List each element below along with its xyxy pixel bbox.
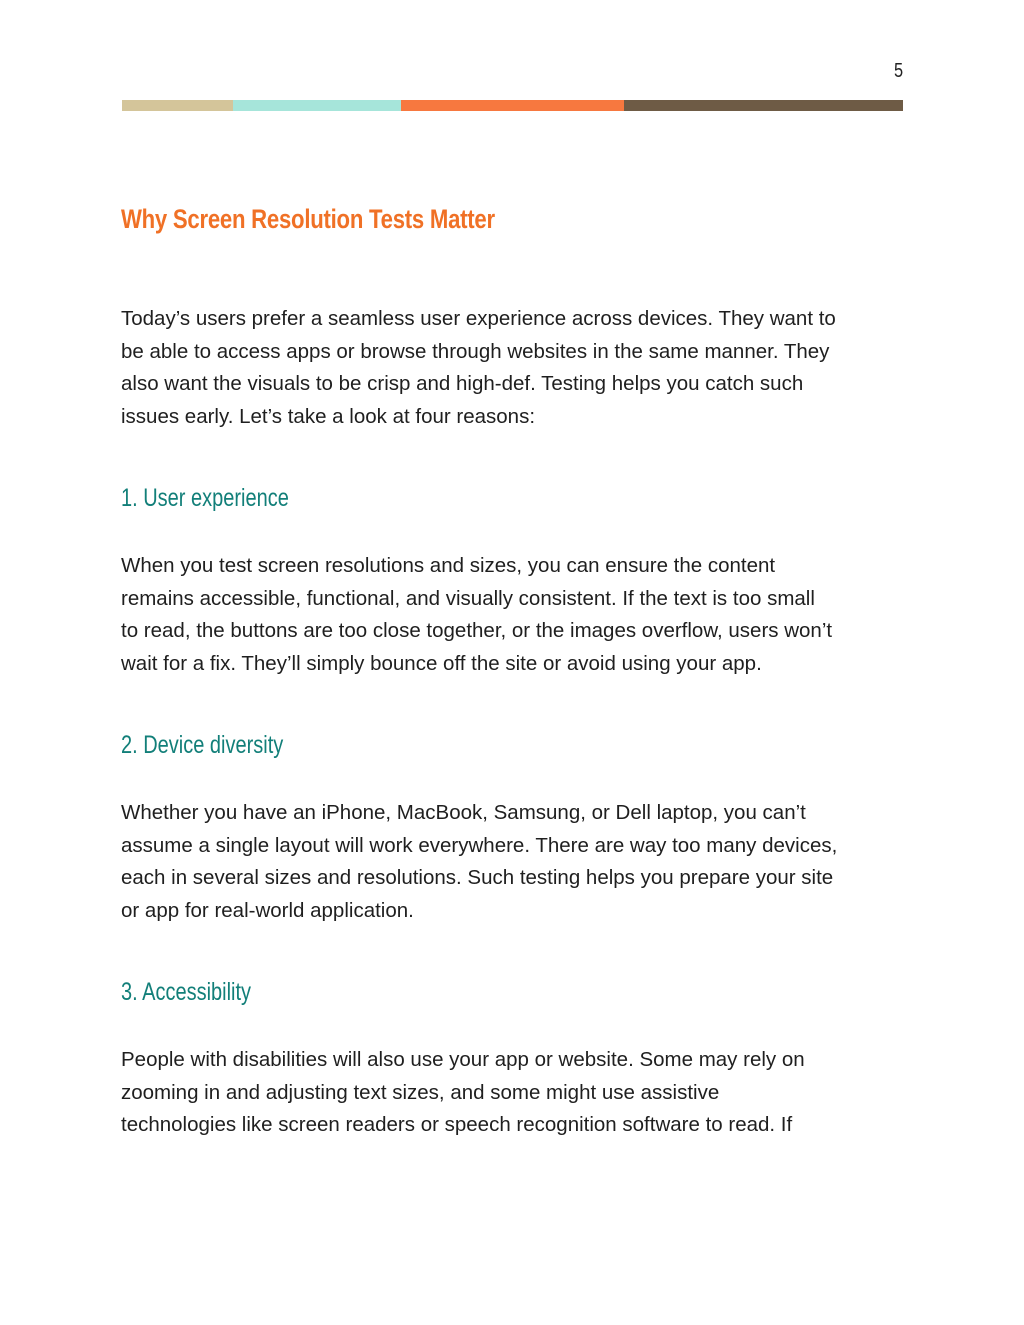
color-bar-segment-mint [233, 100, 401, 111]
section-paragraph-accessibility [121, 1044, 911, 1142]
section-heading-device-diversity: 2. Device diversity [121, 731, 284, 759]
color-bar-segment-brown [624, 100, 903, 111]
paragraph-line: remains accessible, functional, and visually consistent. If the text is too small [121, 586, 815, 610]
section-paragraph-device-diversity [121, 797, 911, 928]
paragraph-line: zooming in and adjusting text sizes, and some might use assistive [121, 1080, 720, 1104]
color-bar-segment-orange [401, 100, 624, 111]
paragraph-line: each in several sizes and resolutions. Such testing helps you prepare your site [121, 866, 834, 890]
paragraph-line: technologies like screen readers or speech recognition software to read. If [121, 1113, 793, 1137]
page-title: Why Screen Resolution Tests Matter [121, 204, 495, 234]
paragraph-line: to read, the buttons are too close together, or the images overflow, users won’t [121, 619, 833, 643]
paragraph-line: People with disabilities will also use your app or website. Some may rely on [121, 1048, 805, 1071]
paragraph-line: be able to access apps or browse through websites in the same manner. They [121, 339, 830, 363]
paragraph-line: issues early. Let’s take a look at four reasons: [121, 405, 536, 429]
section-heading-user-experience: 1. User experience [121, 484, 289, 512]
paragraph-line: When you test screen resolutions and sizes, you can ensure the content [121, 554, 776, 577]
decorative-color-bar [122, 100, 903, 111]
section-paragraph-user-experience [121, 550, 911, 681]
paragraph-line: Whether you have an iPhone, MacBook, Samsung, or Dell laptop, you can’t [121, 801, 806, 824]
color-bar-segment-tan [122, 100, 233, 111]
page-number: 5 [893, 60, 903, 82]
section-heading-accessibility: 3. Accessibility [121, 978, 252, 1006]
paragraph-line: also want the visuals to be crisp and high-def. Testing helps you catch such [121, 372, 804, 396]
paragraph-line: or app for real-world application. [121, 899, 414, 923]
intro-paragraph [121, 303, 911, 434]
paragraph-line: wait for a fix. They’ll simply bounce off the site or avoid using your app. [121, 652, 762, 676]
paragraph-line: Today’s users prefer a seamless user experience across devices. They want to [121, 307, 836, 330]
paragraph-line: assume a single layout will work everywhere. There are way too many devices, [121, 833, 838, 857]
